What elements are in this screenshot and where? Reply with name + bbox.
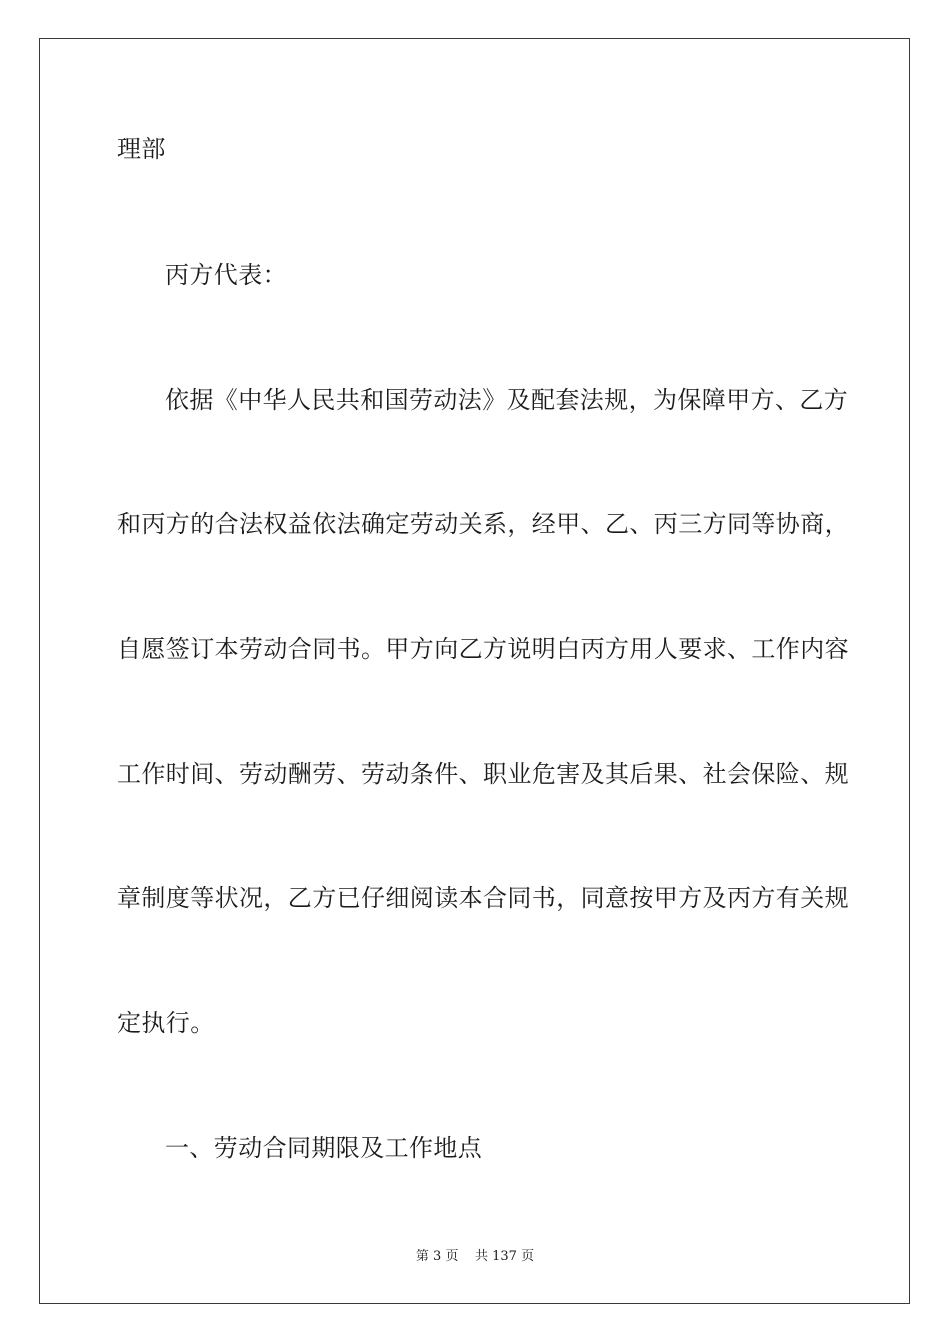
text-line-preamble-5: 章制度等状况，乙方已仔细阅读本合同书，同意按甲方及丙方有关规	[117, 884, 849, 912]
text-line-department: 理部	[117, 135, 166, 163]
text-line-preamble-1: 依据《中华人民共和国劳动法》及配套法规，为保障甲方、乙方	[165, 386, 849, 414]
text-line-preamble-3: 自愿签订本劳动合同书。甲方向乙方说明白丙方用人要求、工作内容	[117, 635, 849, 663]
text-line-preamble-2: 和丙方的合法权益依法确定劳动关系，经甲、乙、丙三方同等协商，	[117, 510, 849, 538]
text-line-party-c-representative: 丙方代表：	[165, 261, 287, 289]
page-total: 共 137 页	[475, 1249, 535, 1264]
text-line-preamble-4: 工作时间、劳动酬劳、劳动条件、职业危害及其后果、社会保险、规	[117, 760, 849, 788]
section-heading-contract-term: 一、劳动合同期限及工作地点	[165, 1134, 483, 1162]
text-line-preamble-6: 定执行。	[117, 1009, 215, 1037]
page-footer	[0, 1250, 950, 1264]
page-number: 第 3 页	[415, 1249, 459, 1264]
page-border	[39, 38, 910, 1304]
